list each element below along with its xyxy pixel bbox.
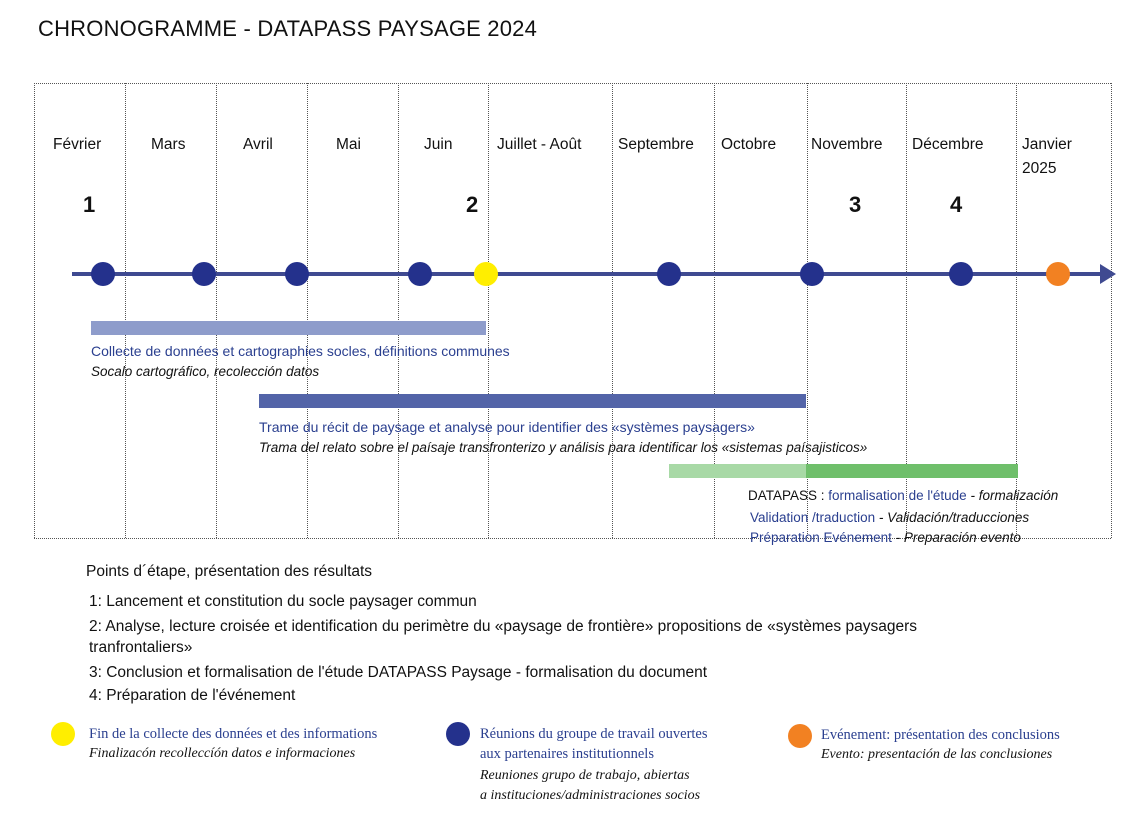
points-item: 1: Lancement et constitution du socle paysager commun [89, 593, 477, 610]
grid-top-line [34, 83, 1111, 84]
legend-yellow-dot [51, 722, 75, 746]
task-label-es: Trama del relato sobre el paísaje transfronterizo y análisis para identificar los «sistemas paísajisticos» [259, 440, 868, 455]
month-label: Juillet - Août [497, 136, 582, 153]
month-label: Novembre [811, 136, 883, 153]
datapass-line-3 [750, 530, 1021, 545]
task-bar-datapass-dark [806, 464, 1018, 478]
timeline-arrowhead [1100, 264, 1116, 284]
datapass-line-1 [748, 488, 1058, 503]
grid-column-line [398, 83, 399, 538]
datapass-line-2 [750, 510, 1029, 525]
task-label-es: Socalo cartográfico, recolección datos [91, 364, 320, 379]
grid-column-line [1111, 83, 1112, 538]
month-label: Octobre [721, 136, 777, 153]
legend-yellow-es: Finalizacón recolleccíón datos e informaciones [89, 746, 356, 761]
legend-yellow-fr: Fin de la collecte des données et des informations [89, 726, 378, 742]
legend-blue-es: a instituciones/administraciones socios [480, 788, 701, 803]
milestone-number: 3 [849, 192, 862, 217]
legend-blue-fr: aux partenaires institutionnels [480, 746, 654, 762]
datapass-prefix: DATAPASS : [748, 488, 829, 503]
datapass-fr: Préparation Evénement [750, 530, 892, 545]
grid-column-line [34, 83, 35, 538]
meeting-dot [408, 262, 432, 286]
grid-column-line [216, 83, 217, 538]
points-item: 4: Préparation de l'événement [89, 687, 296, 704]
grid-column-line [612, 83, 613, 538]
points-item-continuation: tranfrontaliers» [89, 639, 193, 656]
task-bar-trame [259, 394, 806, 408]
meeting-dot [91, 262, 115, 286]
task-label-fr: Trame du récit de paysage et analyse pour identifier des «systèmes paysagers» [259, 419, 755, 435]
datapass-fr: Validation /traduction [750, 510, 876, 525]
datapass-es: - Preparación evento [891, 530, 1021, 545]
month-label-year: 2025 [1022, 160, 1057, 177]
datapass-es: - formalización [966, 488, 1059, 503]
month-label: Septembre [618, 136, 694, 153]
milestone-number: 1 [83, 192, 96, 217]
legend-blue-fr: Réunions du groupe de travail ouvertes [480, 726, 708, 742]
points-heading: Points d´étape, présentation des résultats [86, 563, 373, 580]
meeting-dot [285, 262, 309, 286]
month-label: Juin [424, 136, 453, 153]
month-label: Mai [336, 136, 361, 153]
datapass-es: - Validación/traducciones [875, 510, 1030, 525]
grid-column-line [307, 83, 308, 538]
page-title: CHRONOGRAMME - DATAPASS PAYSAGE 2024 [38, 16, 538, 41]
data-collection-end-dot [474, 262, 498, 286]
month-label: Février [53, 136, 102, 153]
points-item: 2: Analyse, lecture croisée et identification du perimètre du «paysage de frontière» propositions de «systèmes paysagers [89, 618, 918, 635]
meeting-dot [657, 262, 681, 286]
meeting-dot [192, 262, 216, 286]
milestone-number: 2 [466, 192, 479, 217]
task-label-fr: Collecte de données et cartographies socles, définitions communes [91, 343, 510, 359]
month-label: Mars [151, 136, 186, 153]
timeline-arrow [0, 255, 1145, 295]
month-label: Décembre [912, 136, 984, 153]
legend-orange-es: Evento: presentación de las conclusiones [821, 747, 1053, 762]
task-bar-datapass-light [669, 464, 806, 478]
legend-blue-es: Reuniones grupo de trabajo, abiertas [480, 768, 690, 783]
grid-column-line [488, 83, 489, 538]
points-item: 3: Conclusion et formalisation de l'étude DATAPASS Paysage - formalisation du document [89, 664, 708, 681]
grid-column-line [125, 83, 126, 538]
meeting-dot [800, 262, 824, 286]
legend-orange-dot [788, 724, 812, 748]
event-dot [1046, 262, 1070, 286]
meeting-dot [949, 262, 973, 286]
task-bar-collecte [91, 321, 486, 335]
month-label: Avril [243, 136, 273, 153]
month-label: Janvier [1022, 136, 1072, 153]
datapass-fr: formalisation de l'étude [828, 488, 967, 503]
legend-blue-dot [446, 722, 470, 746]
milestone-number: 4 [950, 192, 963, 217]
legend-orange-fr: Evénement: présentation des conclusions [821, 727, 1060, 743]
